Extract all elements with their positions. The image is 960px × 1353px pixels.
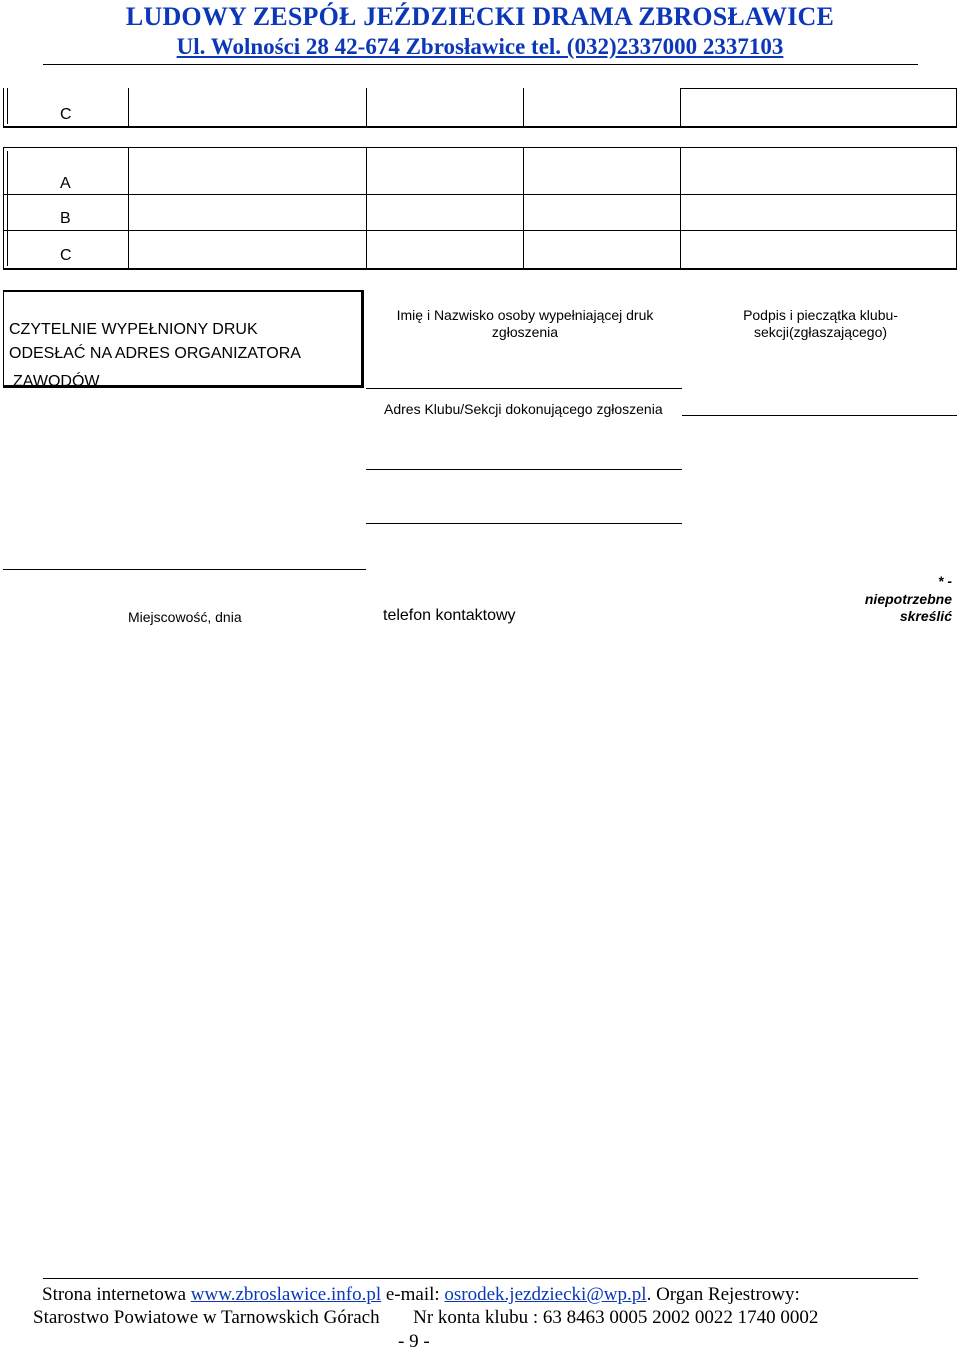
organization-address: Ul. Wolności 28 42-674 Zbrosławice tel. (032)2337000 2337103 — [176, 34, 784, 59]
filler-name-line — [366, 388, 682, 389]
page-number: - 9 - — [398, 1331, 430, 1352]
place-date-line — [3, 569, 366, 570]
website-link[interactable]: www.zbroslawice.info.pl — [190, 1284, 382, 1305]
email-link[interactable]: osrodek.jezdziecki@wp.pl — [444, 1284, 647, 1305]
phone-caption: telefon kontaktowy — [383, 607, 516, 624]
header-rule — [43, 64, 918, 65]
club-address-line-2 — [366, 523, 682, 524]
bank-account: Nr konta klubu : 63 8463 0005 2002 0022 1740 0002 — [413, 1307, 819, 1328]
notice-line-1: CZYTELNIE WYPEŁNIONY DRUK — [9, 321, 258, 338]
footer-line-2 — [33, 1307, 818, 1329]
top-table — [0, 88, 960, 130]
signature-caption: Podpis i pieczątka klubu-sekcji(zgłaszającego) — [743, 307, 898, 340]
notice-line-3: ZAWODÓW — [13, 373, 100, 390]
participants-table — [0, 147, 960, 271]
signature-line — [682, 415, 957, 416]
filler-name-caption: Imię i Nazwisko osoby wypełniającej druk zgłoszenia — [396, 307, 654, 340]
footer-line-1 — [42, 1284, 800, 1306]
table-row-label-c: C — [60, 247, 72, 264]
strike-note-marker: * - — [938, 573, 952, 589]
registry-body: Starostwo Powiatowe w Tarnowskich Górach — [33, 1307, 380, 1328]
club-address-caption: Adres Klubu/Sekcji dokonującego zgłoszenia — [384, 401, 663, 417]
table-row-label-b: B — [60, 210, 71, 227]
footer-rule — [43, 1278, 918, 1279]
notice-line-2: ODESŁAĆ NA ADRES ORGANIZATORA — [9, 345, 301, 362]
table-row-label-a: A — [60, 175, 71, 192]
strike-note-word-1: niepotrzebne — [864, 591, 952, 607]
organization-name: LUDOWY ZESPÓŁ JEŹDZIECKI DRAMA ZBROSŁAWICE — [125, 2, 835, 31]
place-date-caption: Miejscowość, dnia — [128, 609, 242, 625]
club-address-line-1 — [366, 469, 682, 470]
strike-note-word-2: skreślić — [899, 608, 952, 624]
email-label: e-mail: — [385, 1284, 440, 1305]
top-table-row-label: C — [60, 106, 72, 123]
website-label: Strona internetowa — [42, 1284, 187, 1305]
registry-label: . Organ Rejestrowy: — [646, 1284, 800, 1305]
